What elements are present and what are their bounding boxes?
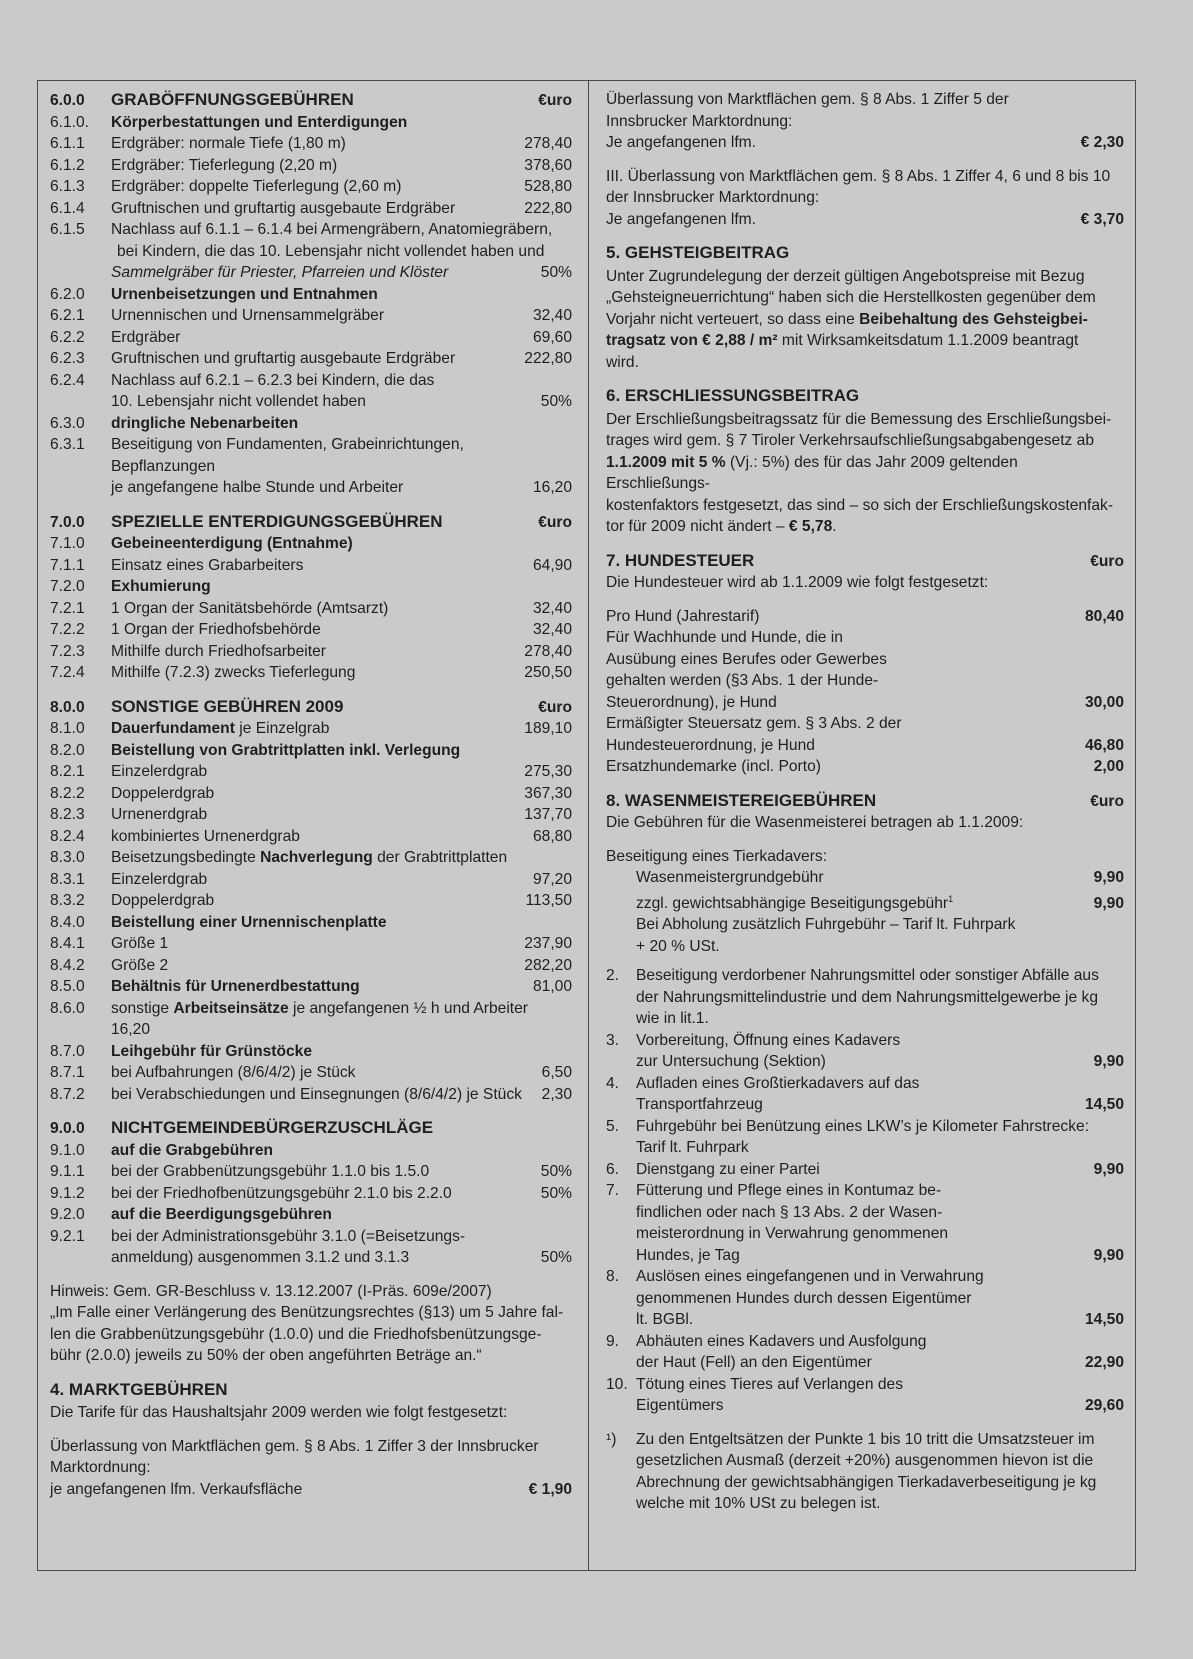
list-item: 5. Fuhrgebühr bei Benützung eines LKW’s je Kilometer Fahrstrecke: (606, 1117, 1090, 1135)
fee-row: 7.2.1 1 Organ der Sanitätsbehörde (Amtsarzt) 32,40 (50, 599, 572, 617)
list-item-cont: zur Untersuchung (Sektion) 9,90 (636, 1053, 1124, 1071)
list-item-cont: findlichen oder nach § 13 Abs. 2 der Wasen- (636, 1203, 943, 1221)
section-heading: 7.0.0 SPEZIELLE ENTERDIGUNGSGEBÜHREN €uro (50, 511, 572, 531)
fee-row: 6.2.2 Erdgräber 69,60 (50, 328, 572, 346)
section-title: 4. MARKTGEBÜHREN (50, 1379, 228, 1399)
subsection-heading: 7.2.0 Exhumierung (50, 578, 211, 595)
market-text: der Innsbrucker Marktordnung: (606, 189, 820, 206)
fee-row: Je angefangenen lfm. € 3,70 (606, 210, 1124, 228)
fee-row: 8.2.1 Einzelerdgrab 275,30 (50, 763, 572, 780)
fee-row: 8.1.0 Dauerfundament je Einzelgrab 189,10 (50, 720, 572, 737)
fee-row: 6.1.3 Erdgräber: doppelte Tieferlegung (2,60 m) 528,80 (50, 178, 572, 195)
right-column (606, 89, 1124, 1515)
left-column (50, 89, 572, 1500)
subsection-heading: 8.7.0 Leihgebühr für Grünstöcke (50, 1042, 313, 1060)
list-item-cont: lt. BGBl. 14,50 (636, 1311, 1124, 1329)
fee-row: zzgl. gewichtsabhängige Beseitigungsgebühr$^1$ 9,90 (636, 893, 1124, 912)
fee-row: 6.1.2 Erdgräber: Tieferlegung (2,20 m) 378,60 (50, 156, 572, 174)
footnote-cont: welche mit 10% USt zu belegen ist. (636, 1495, 881, 1513)
fee-row: Je angefangenen lfm. € 2,30 (606, 134, 1124, 151)
list-item: 9. Abhäuten eines Kadavers und Ausfolgung (606, 1332, 927, 1350)
fee-row-cont: 16,20 (111, 1021, 151, 1038)
note-paragraph: Hinweis: Gem. GR-Beschluss v. 13.12.2007 (I-Präs. 609e/2007) „Im Falle einer Verlängerung des Benützungsrechtes (§13) um 5 Jahre fal- len die Grabbenützungsgebühr (1.0.0) und die Friedhofsbenützungsge- bühr (2.0.0) jeweils zu 50% der oben angeführten Beträge an.“ (50, 1282, 564, 1364)
section-heading: 8.0.0 SONSTIGE GEBÜHREN 2009 €uro (50, 696, 572, 716)
fee-row: 9.1.1 bei der Grabbenützungsgebühr 1.1.0 bis 1.5.0 50% (50, 1163, 572, 1180)
fee-row: 8.7.2 bei Verabschiedungen und Einsegnungen (8/6/4/2) je Stück 2,30 (50, 1085, 572, 1103)
fee-row: 8.3.2 Doppelerdgrab 113,50 (50, 892, 572, 909)
fee-row-cont: 10. Lebensjahr nicht vollendet haben 50% (111, 393, 572, 410)
fee-row: 6.2.4 Nachlass auf 6.2.1 – 6.2.3 bei Kindern, die das (50, 371, 435, 389)
fee-row: 7.2.2 1 Organ der Friedhofsbehörde 32,40 (50, 621, 572, 638)
list-item-cont: Transportfahrzeug 14,50 (636, 1096, 1124, 1114)
fee-row: Ersatzhundemarke (incl. Porto) 2,00 (606, 758, 1124, 775)
section-heading: 9.0.0 NICHTGEMEINDEBÜRGERZUSCHLÄGE (50, 1118, 434, 1137)
fee-row: Hundesteuerordnung, je Hund 46,80 (606, 736, 1124, 754)
fee-row: 8.6.0 sonstige Arbeitseinsätze je angefangenen ½ h und Arbeiter (50, 999, 528, 1017)
list-item-cont: der Haut (Fell) an den Eigentümer 22,90 (636, 1354, 1124, 1372)
fee-row: 7.1.1 Einsatz eines Grabarbeiters 64,90 (50, 556, 572, 574)
fee-row-cont: gehalten werden (§3 Abs. 1 der Hunde- (606, 672, 879, 689)
subsection-heading: 9.2.0 auf die Beerdigungsgebühren (50, 1206, 332, 1223)
subsection-heading: 9.1.0 auf die Grabgebühren (50, 1141, 274, 1159)
fee-row: 8.7.1 bei Aufbahrungen (8/6/4/2) je Stück 6,50 (50, 1064, 572, 1081)
fee-row: 9.2.1 bei der Administrationsgebühr 3.1.0 (=Beisetzungs- (50, 1227, 466, 1245)
fee-row: 8.2.4 kombiniertes Urnenerdgrab 68,80 (50, 827, 572, 845)
market-text: Innsbrucker Marktordnung: (606, 112, 793, 130)
subsection-heading: 8.2.0 Beistellung von Grabtrittplatten inkl. Verlegung (50, 741, 461, 759)
list-item: 2. Beseitigung verdorbener Nahrungsmittel oder sonstiger Abfälle aus (606, 967, 1099, 985)
footnote-cont: Abrechnung der gewichtsabhängigen Tierkadaverbeseitigung je kg (636, 1473, 1097, 1491)
fee-row: Wasenmeistergrundgebühr 9,90 (636, 869, 1124, 886)
subsection-heading: 6.3.0 dringliche Nebenarbeiten (50, 414, 299, 432)
list-item-cont: wie in lit.1. (636, 1010, 709, 1028)
fee-row-cont: Für Wachhunde und Hunde, die in (606, 629, 843, 646)
fee-row: 8.2.2 Doppelerdgrab 367,30 (50, 784, 572, 802)
section-title: 6. ERSCHLIESSUNGSBEITRAG (606, 386, 860, 405)
paragraph: Der Erschließungsbeitragssatz für die Bemessung des Erschließungsbei- trages wird gem. § 7 Tiroler Verkehrsaufschließungsabgabengesetz ab 1.1.2009 mit 5 % (Vj.: 5%) des für das Jahr 2009 geltenden Erschließungs- kostenfaktors festgesetzt, das sind – so sich der Erschließungskostenfak- tor für 2009 nicht ändert – € 5,78. (606, 410, 1114, 535)
section-heading: 8. WASENMEISTEREIGEBÜHREN €uro (606, 790, 1124, 810)
fee-row: 7.2.4 Mithilfe (7.2.3) zwecks Tieferlegung 250,50 (50, 664, 572, 681)
list-item-cont: meisterordnung in Verwahrung genommenen (636, 1225, 949, 1243)
fee-row: 8.5.0 Behältnis für Urnenerdbestattung 81,00 (50, 978, 572, 995)
column-divider (588, 80, 589, 1571)
fee-row: 6.3.1 Beseitigung von Fundamenten, Grabeinrichtungen, Bepflanzungen (50, 436, 464, 475)
fee-row: je angefangenen lfm. Verkaufsfläche € 1,90 (50, 1480, 572, 1498)
section-title: 5. GEHSTEIGBEITRAG (606, 243, 790, 262)
section-heading: 6.0.0 GRABÖFFNUNGSGEBÜHREN €uro (50, 90, 572, 109)
footnote-cont: gesetzlichen Ausmaß (derzeit +20%) ausgenommen hievon ist die (636, 1452, 1094, 1470)
fee-row: 8.3.1 Einzelerdgrab 97,20 (50, 870, 572, 888)
list-item-cont: Hundes, je Tag 9,90 (636, 1246, 1124, 1264)
subsection-heading: 6.1.0. Körperbestattungen und Enterdigungen (50, 113, 408, 131)
intro-text: Die Hundesteuer wird ab 1.1.2009 wie folgt festgesetzt: (606, 574, 989, 591)
subsection-heading: 8.4.0 Beistellung einer Urnennischenplatte (50, 913, 387, 931)
subsection-heading: 8.3.0 Beisetzungsbedingte Nachverlegung der Grabtrittplatten (50, 849, 508, 866)
fee-row-cont: anmeldung) ausgenommen 3.1.2 und 3.1.3 50% (111, 1249, 572, 1266)
list-item-cont: genommenen Hundes durch dessen Eigentümer (636, 1289, 972, 1307)
list-item: 3. Vorbereitung, Öffnung eines Kadavers (606, 1031, 901, 1049)
fee-row: 9.1.2 bei der Friedhofbenützungsgebühr 2.1.0 bis 2.2.0 50% (50, 1184, 572, 1202)
list-item-cont: der Nahrungsmittelindustrie und dem Nahrungsmittelgewerbe je kg (636, 988, 1098, 1006)
market-text: Überlassung von Marktflächen gem. § 8 Abs. 1 Ziffer 5 der (606, 91, 1009, 108)
intro-text: Die Gebühren für die Wasenmeisterei betragen ab 1.1.2009: (606, 814, 1024, 831)
section-heading: 7. HUNDESTEUER €uro (606, 550, 1124, 570)
fee-row: 8.2.3 Urnenerdgrab 137,70 (50, 806, 572, 823)
list-item: 6. Dienstgang zu einer Partei 9,90 (606, 1160, 1124, 1178)
fee-row: 8.4.2 Größe 2 282,20 (50, 956, 572, 974)
list-item: 7. Fütterung und Pflege eines in Kontumaz be- (606, 1182, 942, 1200)
fee-row-cont: Ausübung eines Berufes oder Gewerbes (606, 650, 887, 668)
subsection-heading: 6.2.0 Urnenbeisetzungen und Entnahmen (50, 285, 378, 303)
fee-row: 7.2.3 Mithilfe durch Friedhofsarbeiter 278,40 (50, 642, 572, 660)
subsection-heading: 7.1.0 Gebeineenterdigung (Entnahme) (50, 535, 353, 552)
fee-row-cont: Ermäßigter Steuersatz gem. § 3 Abs. 2 der (606, 715, 902, 732)
fee-row: 6.2.1 Urnennischen und Urnensammelgräber 32,40 (50, 307, 572, 324)
market-text: Überlassung von Marktflächen gem. § 8 Abs. 1 Ziffer 3 der Innsbrucker (50, 1437, 539, 1455)
fee-row: 6.1.1 Erdgräber: normale Tiefe (1,80 m) 278,40 (50, 135, 572, 152)
item-heading: Beseitigung eines Tierkadavers: (606, 847, 828, 865)
footnote: ¹) Zu den Entgeltsätzen der Punkte 1 bis 10 tritt die Umsatzsteuer im (606, 1430, 1095, 1448)
fee-row: Steuerordnung), je Hund 30,00 (606, 693, 1124, 711)
fee-row-cont: je angefangene halbe Stunde und Arbeiter 16,20 (111, 479, 572, 496)
fee-row-cont: Sammelgräber für Priester, Pfarreien und Klöster 50% (111, 264, 572, 281)
intro-text: Die Tarife für das Haushaltsjahr 2009 werden wie folgt festgesetzt: (50, 1404, 508, 1421)
list-item: 4. Aufladen eines Großtierkadavers auf das (606, 1074, 920, 1092)
fee-row-cont: + 20 % USt. (636, 937, 720, 955)
fee-row: Pro Hund (Jahrestarif) 80,40 (606, 607, 1124, 625)
market-text: Marktordnung: (50, 1459, 151, 1476)
fee-row-cont: Bei Abholung zusätzlich Fuhrgebühr – Tarif lt. Fuhrpark (636, 916, 1016, 934)
list-item: 10. Tötung eines Tieres auf Verlangen des (606, 1375, 904, 1393)
list-item: 8. Auslösen eines eingefangenen und in Verwahrung (606, 1268, 984, 1286)
fee-row: 6.2.3 Gruftnischen und gruftartig ausgebaute Erdgräber 222,80 (50, 350, 572, 367)
fee-row: 6.1.5 Nachlass auf 6.1.1 – 6.1.4 bei Armengräbern, Anatomiegräbern, (50, 221, 553, 238)
list-item-cont: Tarif lt. Fuhrpark (636, 1139, 749, 1157)
fee-row: 6.1.4 Gruftnischen und gruftartig ausgebaute Erdgräber 222,80 (50, 199, 572, 217)
paragraph: Unter Zugrundelegung der derzeit gültigen Angebotspreise mit Bezug „Gehsteigneuerrichtung“ haben sich die Herstellkosten gegenüber dem Vorjahr nicht verteuert, so dass eine Beibehaltung des Gehsteigbei- tragsatz von € 2,88 / m² mit Wirksamkeitsdatum 1.1.2009 beantragt wird. (606, 267, 1096, 371)
market-text: III. Überlassung von Marktflächen gem. § 8 Abs. 1 Ziffer 4, 6 und 8 bis 10 (606, 167, 1111, 185)
list-item-cont: Eigentümers 29,60 (636, 1397, 1124, 1415)
fee-row: 8.4.1 Größe 1 237,90 (50, 935, 572, 952)
fee-row-cont: bei Kindern, die das 10. Lebensjahr nicht vollendet haben und (117, 242, 545, 260)
